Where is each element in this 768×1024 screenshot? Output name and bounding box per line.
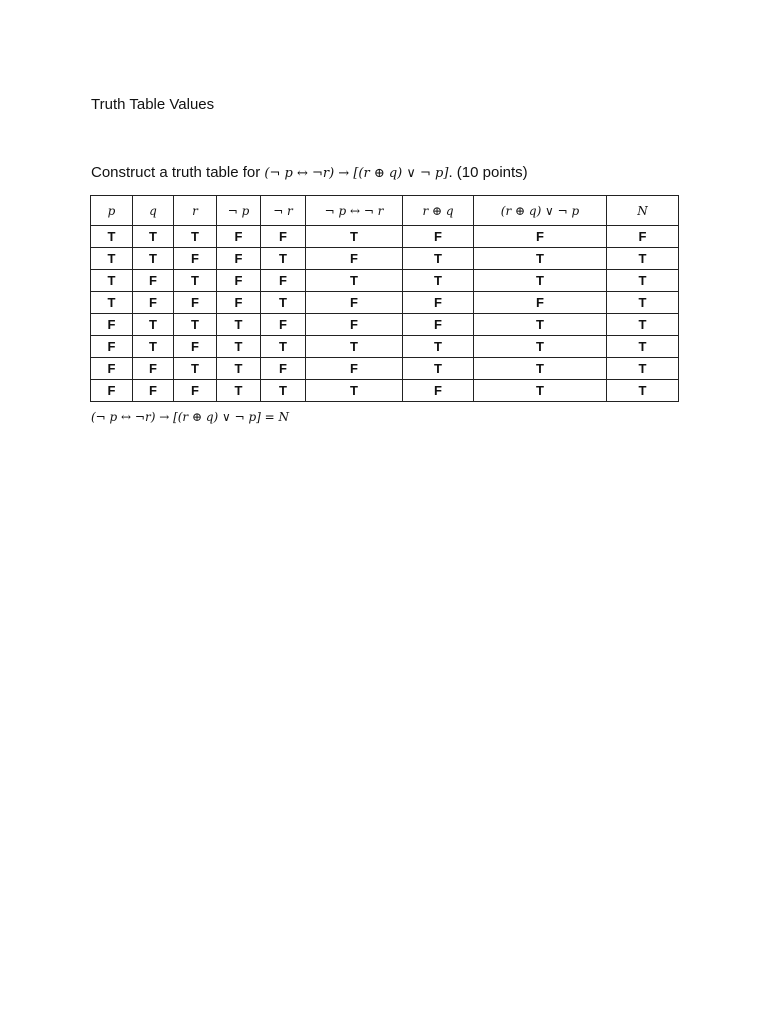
table-row (91, 358, 679, 380)
table-cell: F (217, 248, 261, 270)
table-cell: T (474, 270, 607, 292)
table-cell: F (403, 292, 474, 314)
table-cell: F (403, 314, 474, 336)
table-cell: T (91, 226, 133, 248)
formula-caption: (¬ p ↔ ¬r) → [(r ⊕ q) ∨ ¬ p] = N (91, 410, 290, 424)
table-cell: F (217, 292, 261, 314)
table-cell: T (133, 248, 174, 270)
table-cell: F (474, 292, 607, 314)
table-cell: F (403, 380, 474, 402)
truth-table (90, 195, 679, 402)
table-cell: T (174, 358, 217, 380)
table-cell: F (261, 358, 306, 380)
table-cell: F (306, 292, 403, 314)
table-row (91, 226, 679, 248)
table-cell: F (306, 248, 403, 270)
table-cell: T (306, 380, 403, 402)
table-cell: T (261, 292, 306, 314)
header-cell: ¬ p (217, 196, 261, 226)
table-row (91, 314, 679, 336)
table-row (91, 336, 679, 358)
table-cell: T (607, 380, 679, 402)
prompt-text: Construct a truth table for (91, 164, 265, 181)
prompt-formula: (¬ p ↔ ¬r) → [(r ⊕ q) ∨ ¬ p] (264, 166, 449, 181)
table-cell: F (306, 358, 403, 380)
table-cell: F (261, 314, 306, 336)
table-cell: F (217, 270, 261, 292)
table-cell: T (474, 248, 607, 270)
table-row (91, 248, 679, 270)
table-cell: T (217, 314, 261, 336)
header-cell: r (174, 196, 217, 226)
header-cell: (r ⊕ q) ∨ ¬ p (474, 196, 607, 226)
table-cell: T (261, 248, 306, 270)
table-cell: F (306, 314, 403, 336)
table-cell: F (174, 248, 217, 270)
table-cell: T (133, 226, 174, 248)
table-cell: F (474, 226, 607, 248)
header-cell: p (91, 196, 133, 226)
table-cell: F (91, 314, 133, 336)
table-cell: T (474, 358, 607, 380)
header-cell: q (133, 196, 174, 226)
table-cell: T (217, 358, 261, 380)
table-cell: F (403, 226, 474, 248)
table-cell: T (91, 292, 133, 314)
table-cell: T (403, 358, 474, 380)
table-cell: F (174, 380, 217, 402)
header-cell: N (607, 196, 679, 226)
question-prompt (91, 163, 528, 184)
table-cell: F (261, 270, 306, 292)
header-cell: ¬ p ↔ ¬ r (306, 196, 403, 226)
table-cell: T (133, 314, 174, 336)
table-cell: T (474, 380, 607, 402)
table-cell: T (261, 336, 306, 358)
table-cell: F (174, 292, 217, 314)
table-cell: T (91, 248, 133, 270)
table-cell: T (306, 336, 403, 358)
table-cell: F (91, 358, 133, 380)
table-cell: F (91, 380, 133, 402)
table-cell: T (607, 314, 679, 336)
table-cell: T (403, 336, 474, 358)
table-cell: T (174, 314, 217, 336)
table-cell: F (217, 226, 261, 248)
table-cell: F (133, 292, 174, 314)
table-cell: F (607, 226, 679, 248)
table-body (91, 226, 679, 402)
header-cell: r ⊕ q (403, 196, 474, 226)
table-cell: T (174, 226, 217, 248)
table-cell: T (261, 380, 306, 402)
table-row (91, 292, 679, 314)
table-cell: T (607, 336, 679, 358)
table-cell: F (133, 358, 174, 380)
page-title: Truth Table Values (91, 96, 215, 113)
table-cell: T (403, 270, 474, 292)
table-cell: F (133, 270, 174, 292)
table-cell: T (306, 226, 403, 248)
table-cell: T (474, 336, 607, 358)
table-cell: T (607, 292, 679, 314)
table-cell: F (91, 336, 133, 358)
table-cell: T (474, 314, 607, 336)
table-cell: T (607, 270, 679, 292)
table-row (91, 380, 679, 402)
table-header-row (91, 196, 679, 226)
header-cell: ¬ r (261, 196, 306, 226)
table-cell: F (133, 380, 174, 402)
table-cell: T (91, 270, 133, 292)
prompt-suffix: . (10 points) (448, 164, 528, 181)
table-cell: T (403, 248, 474, 270)
table-cell: T (174, 270, 217, 292)
table-cell: T (607, 358, 679, 380)
table-row (91, 270, 679, 292)
table-cell: T (306, 270, 403, 292)
table-cell: F (261, 226, 306, 248)
table-cell: T (607, 248, 679, 270)
table-cell: T (217, 380, 261, 402)
table-cell: T (133, 336, 174, 358)
table-cell: F (174, 336, 217, 358)
table-cell: T (217, 336, 261, 358)
